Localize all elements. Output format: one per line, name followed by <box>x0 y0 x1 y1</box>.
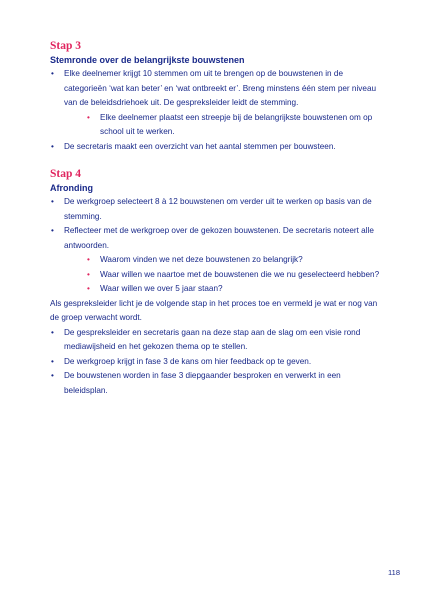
step4-paragraph: Als gespreksleider licht je de volgende stap in het proces toe en vermeld je wat er nog van de groep verwacht wordt. <box>50 298 378 322</box>
list-item: • Elke deelnemer plaatst een streepje bij de belangrijkste bouwstenen om op school uit te werken. <box>86 111 380 140</box>
step4-sublist <box>64 253 380 297</box>
page-number: 118 <box>388 568 400 577</box>
list-item: • De werkgroep selecteert 8 à 12 bouwstenen om verder uit te werken op basis van de stemming. <box>50 195 380 224</box>
list-item: • De gespreksleider en secretaris gaan na deze stap aan de slag om een visie rond mediawijsheid en het gekozen thema op te stellen. <box>50 326 380 355</box>
list-item: • De werkgroep krijgt in fase 3 de kans om hier feedback op te geven. <box>50 355 380 370</box>
step3-sublist <box>64 111 380 140</box>
step4-title: Stap 4 <box>50 168 81 180</box>
list-item: • Waarom vinden we net deze bouwstenen zo belangrijk? <box>86 253 380 268</box>
step4-subtitle: Afronding <box>50 183 93 193</box>
list-item: • Waar willen we over 5 jaar staan? <box>86 282 380 297</box>
list-item: • Elke deelnemer krijgt 10 stemmen om uit te brengen op de bouwstenen in de categorieën ‘wat kan beter’ en ‘wat ontbreekt er’. Breng minstens één stem per niveau van de beleidsdriehoek uit. De gespreksleider leidt de stemming. • Elke deelnemer plaatst een streepje bij de belangrijkste bouwstenen om op school uit te werken. <box>50 67 380 140</box>
step4-final-list <box>50 326 380 399</box>
list-item: • De bouwstenen worden in fase 3 diepgaander besproken en verwerkt in een beleidsplan. <box>50 369 380 398</box>
list-item: • De secretaris maakt een overzicht van het aantal stemmen per bouwsteen. <box>50 140 380 155</box>
list-item: • Waar willen we naartoe met de bouwstenen die we nu geselecteerd hebben? <box>86 268 380 283</box>
page-content <box>50 40 380 398</box>
list-item: • Reflecteer met de werkgroep over de gekozen bouwstenen. De secretaris noteert alle antwoorden. • Waarom vinden we net deze bouwstenen zo belangrijk? • Waar willen we naartoe met de bouwstenen die we nu geselecteerd hebben? • Waar willen we over 5 jaar staan? <box>50 224 380 297</box>
step3-title: Stap 3 <box>50 40 81 52</box>
step3-list <box>50 67 380 154</box>
step4-list <box>50 195 380 297</box>
step3-subtitle: Stemronde over de belangrijkste bouwstenen <box>50 55 245 65</box>
